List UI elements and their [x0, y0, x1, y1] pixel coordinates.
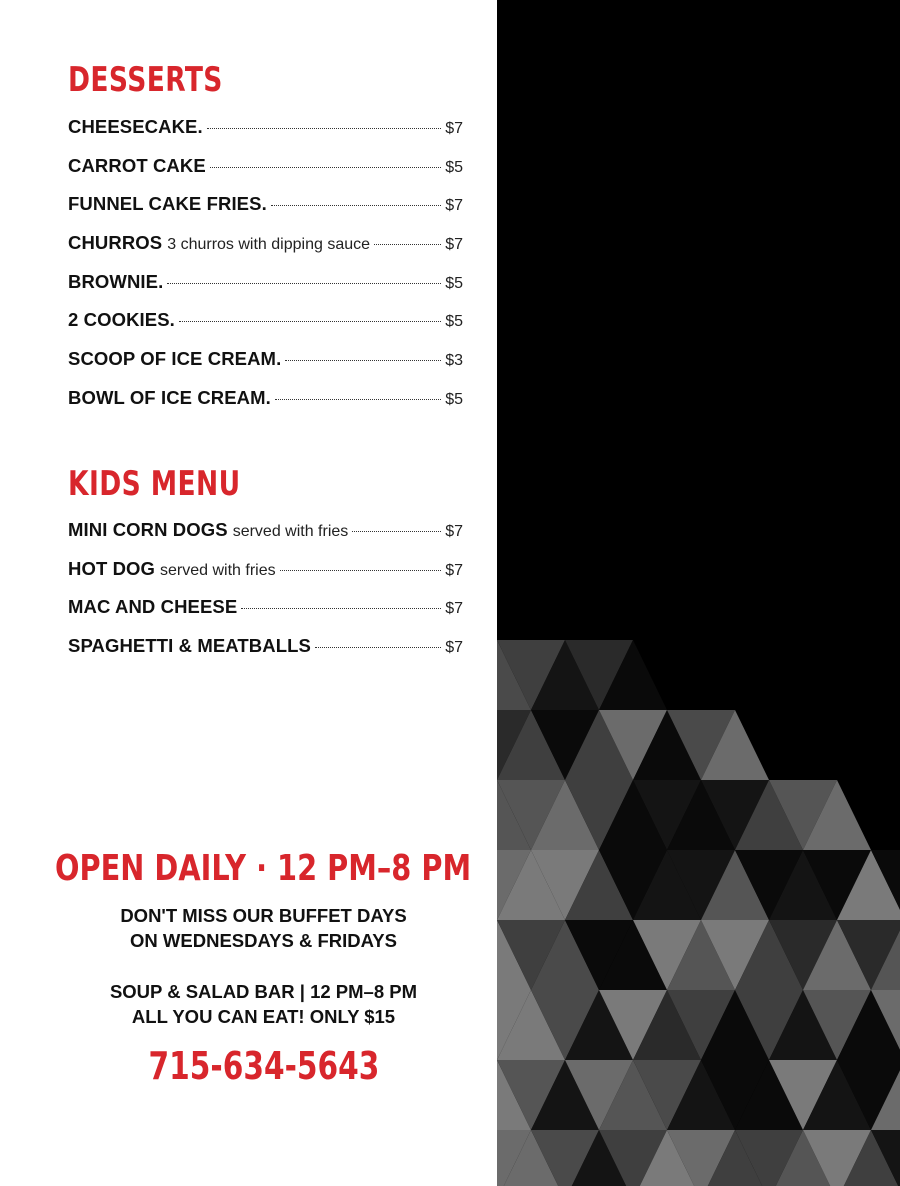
- item-name: MAC AND CHEESE: [68, 596, 238, 618]
- item-price: $5: [445, 158, 463, 176]
- dot-leader: [179, 321, 441, 322]
- phone-text: 715-634-5643: [148, 1044, 379, 1088]
- dot-leader: [374, 244, 441, 245]
- salad-line-2: ALL YOU CAN EAT! ONLY $15: [131, 1006, 396, 1027]
- item-price: $3: [445, 352, 463, 370]
- item-price: $7: [445, 600, 463, 618]
- item-price: $7: [445, 236, 463, 254]
- dot-leader: [167, 283, 441, 284]
- item-name: 2 COOKIES.: [68, 309, 175, 331]
- dot-leader: [207, 128, 441, 129]
- item-price: $5: [445, 313, 463, 331]
- item-name: MINI CORN DOGS: [68, 519, 228, 540]
- menu-item: [68, 519, 463, 558]
- item-price: $5: [445, 390, 463, 408]
- item-price: $7: [445, 639, 463, 657]
- item-name: CHURROS: [68, 232, 163, 254]
- menu-item: [68, 193, 463, 232]
- menu-item: [68, 558, 463, 597]
- dot-leader: [285, 360, 441, 361]
- item-price: $7: [445, 197, 463, 215]
- item-description: served with fries: [160, 561, 276, 579]
- dot-leader: [352, 531, 441, 532]
- item-name: HOT DOG: [68, 557, 156, 579]
- item-description: 3 churros with dipping sauce: [167, 236, 371, 254]
- item-price: $7: [445, 120, 463, 137]
- salad-line-1: SOUP & SALAD BAR | 12 PM–8 PM: [109, 981, 418, 1002]
- item-name: SCOOP OF ICE CREAM.: [68, 348, 282, 370]
- decorative-panel: [497, 0, 900, 1186]
- menu-item: [68, 348, 463, 387]
- kids-menu-list: [68, 519, 463, 674]
- desserts-heading: DESSERTS: [68, 60, 223, 100]
- menu-item: [68, 155, 463, 194]
- item-price: $7: [445, 523, 463, 540]
- item-name: BROWNIE.: [68, 270, 164, 292]
- item-description: served with fries: [232, 523, 349, 540]
- menu-item: [68, 635, 463, 674]
- phone-number: [0, 1044, 527, 1088]
- item-name: CARROT CAKE: [68, 154, 206, 176]
- buffet-notice: [0, 903, 527, 953]
- menu-item: [68, 596, 463, 635]
- menu-item: [68, 271, 463, 310]
- hours-heading: [0, 848, 527, 889]
- dot-leader: [241, 608, 441, 609]
- buffet-line-2: ON WEDNESDAYS & FRIDAYS: [130, 930, 397, 951]
- buffet-line-1: DON'T MISS OUR BUFFET DAYS: [120, 905, 407, 926]
- dot-leader: [280, 570, 442, 571]
- desserts-list: [68, 116, 463, 426]
- geometric-triangle-pattern: [497, 0, 900, 1186]
- item-price: $7: [445, 561, 463, 579]
- item-price: $5: [445, 274, 463, 292]
- kids-menu-heading: KIDS MENU: [68, 464, 241, 504]
- dot-leader: [210, 167, 441, 168]
- menu-item: [68, 232, 463, 271]
- dot-leader: [271, 205, 441, 206]
- salad-bar-notice: [0, 979, 527, 1029]
- dot-leader: [315, 647, 441, 648]
- menu-item: [68, 309, 463, 348]
- menu-item: [68, 116, 463, 155]
- item-name: CHEESECAKE.: [68, 116, 203, 137]
- dot-leader: [275, 399, 441, 400]
- item-name: SPAGHETTI & MEATBALLS: [68, 635, 311, 657]
- item-name: FUNNEL CAKE FRIES.: [68, 193, 267, 215]
- hours-text: OPEN DAILY · 12 PM–8 PM: [55, 848, 472, 889]
- item-name: BOWL OF ICE CREAM.: [68, 386, 271, 408]
- menu-item: [68, 387, 463, 426]
